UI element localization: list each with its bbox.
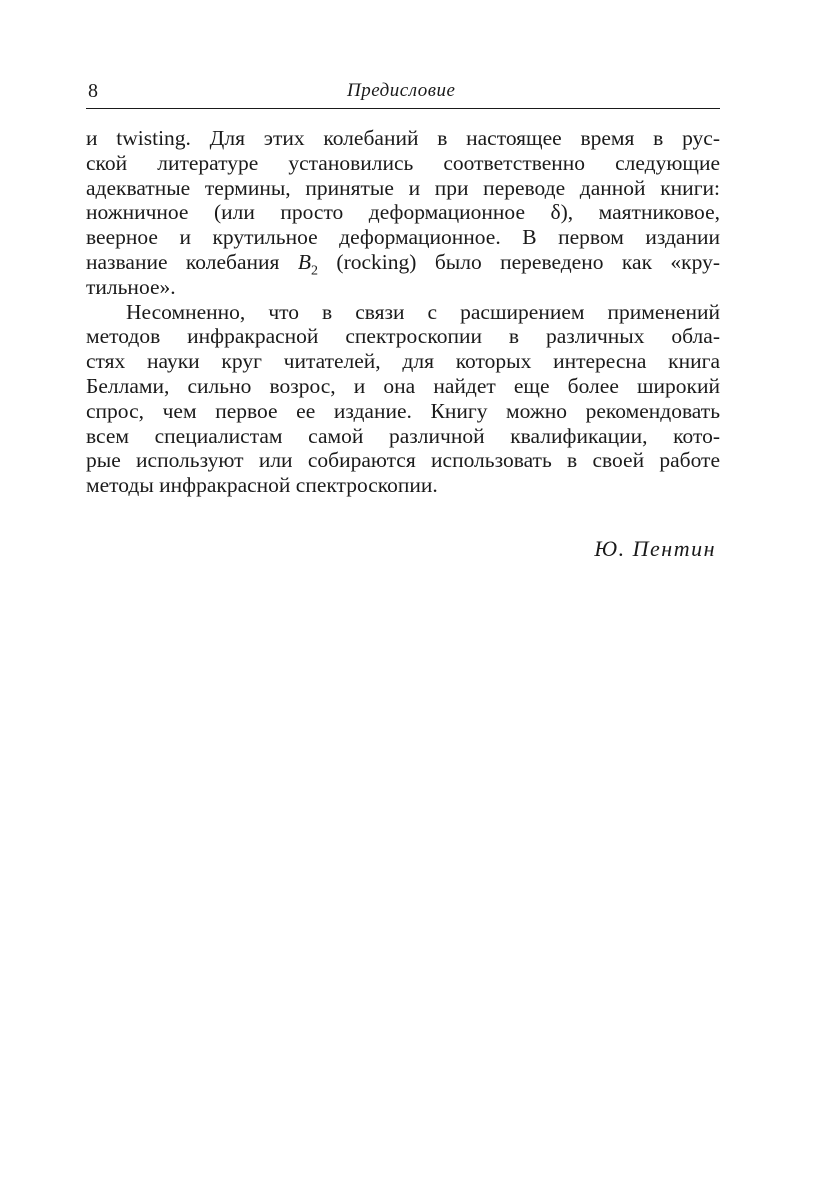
body-text: [86, 126, 720, 498]
text-line: методов инфракрасной спектроскопии в различных обла-: [86, 324, 720, 349]
text-line: ской литературе установились соответственно следующие: [86, 150, 720, 175]
math-subscript: 2: [310, 263, 318, 279]
page-number: 8: [88, 80, 98, 102]
text-line: всем специалистам самой различной квалификации, кото-: [86, 423, 720, 448]
running-title: Предисловие: [347, 80, 456, 101]
text-line: адекватные термины, принятые и при переводе данной книги:: [86, 175, 720, 200]
math-variable: B: [297, 249, 311, 274]
signature: Ю. Пентин: [594, 536, 716, 561]
header-rule: [86, 108, 720, 109]
text-line: рые используют или собираются использовать в своей работе: [86, 448, 720, 473]
paragraph-1: [86, 126, 720, 300]
text-line: Беллами, сильно возрос, и она найдет еще более широкий: [86, 373, 720, 398]
text-line: и twisting. Для этих колебаний в настоящее время в рус-: [86, 126, 720, 150]
text-line: тильное».: [86, 274, 176, 299]
text-line: методы инфракрасной спектроскопии.: [86, 473, 438, 498]
text-fragment: (rocking) было переведено как «кру-: [317, 249, 721, 274]
text-line: ножничное (или просто деформационное δ), маятниковое,: [86, 200, 720, 225]
text-line: [86, 249, 721, 279]
text-line: стях науки круг читателей, для которых интересна книга: [86, 349, 720, 374]
paragraph-2: [86, 300, 720, 498]
text-fragment: название колебания: [86, 249, 298, 274]
text-line: Несомненно, что в связи с расширением применений: [126, 299, 720, 324]
text-line: веерное и крутильное деформационное. В первом издании: [86, 225, 720, 250]
text-line: спрос, чем первое ее издание. Книгу можно рекомендовать: [86, 398, 720, 423]
